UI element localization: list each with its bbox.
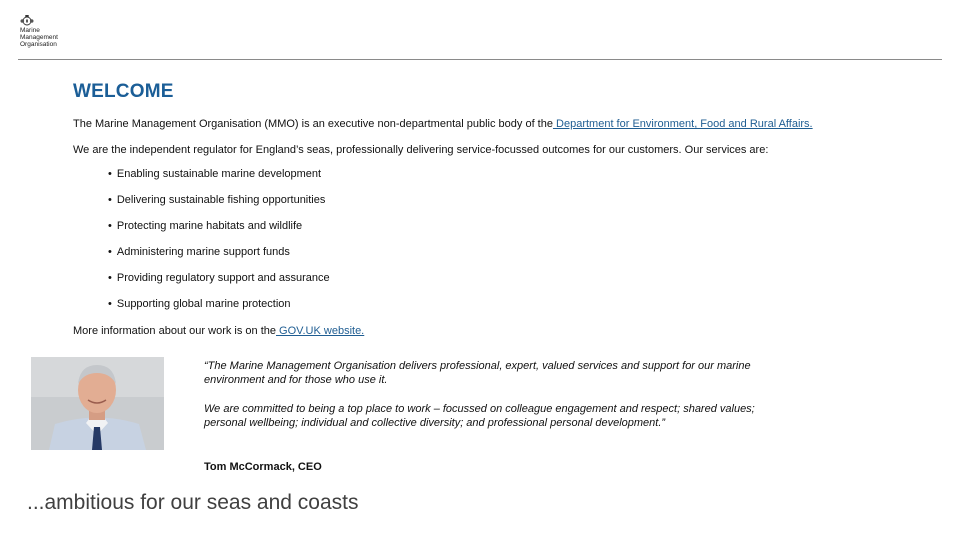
logo-wordmark: Marine Management Organisation [20, 27, 58, 48]
list-item: • Delivering sustainable fishing opportunities [108, 194, 330, 220]
list-item: • Administering marine support funds [108, 246, 330, 272]
list-item: • Supporting global marine protection [108, 298, 330, 324]
ceo-photo [31, 357, 164, 450]
list-item: • Enabling sustainable marine development [108, 168, 330, 194]
intro-paragraph [73, 118, 813, 131]
regulator-paragraph: We are the independent regulator for England’s seas, professionally delivering service-focussed outcomes for our customers. Our services are: [73, 144, 769, 156]
more-info-paragraph [73, 325, 364, 338]
intro-text: The Marine Management Organisation (MMO) is an executive non-departmental public body of the [73, 118, 553, 130]
ceo-quote-part-1: “The Marine Management Organisation delivers professional, expert, valued services and support for our marine environment and for those who use it. [204, 360, 751, 386]
mmo-logo [18, 15, 78, 55]
tagline: ...ambitious for our seas and coasts [27, 491, 359, 514]
ceo-quote-part-2: We are committed to being a top place to work – focussed on colleague engagement and respect; shared values; personal wellbeing; individual and collective diversity; and professional personal development.” [204, 403, 755, 429]
list-item: • Providing regulatory support and assurance [108, 272, 330, 298]
header-divider [18, 59, 942, 60]
quote-author: Tom McCormack, CEO [204, 461, 322, 473]
gov-uk-link[interactable]: GOV.UK website. [276, 325, 365, 337]
royal-crest-icon [20, 15, 34, 27]
page-title: WELCOME [73, 81, 174, 102]
services-list [108, 168, 330, 324]
list-item: • Protecting marine habitats and wildlife [108, 220, 330, 246]
defra-link[interactable]: Department for Environment, Food and Rural Affairs. [552, 118, 813, 130]
more-info-text: More information about our work is on the [73, 325, 276, 337]
